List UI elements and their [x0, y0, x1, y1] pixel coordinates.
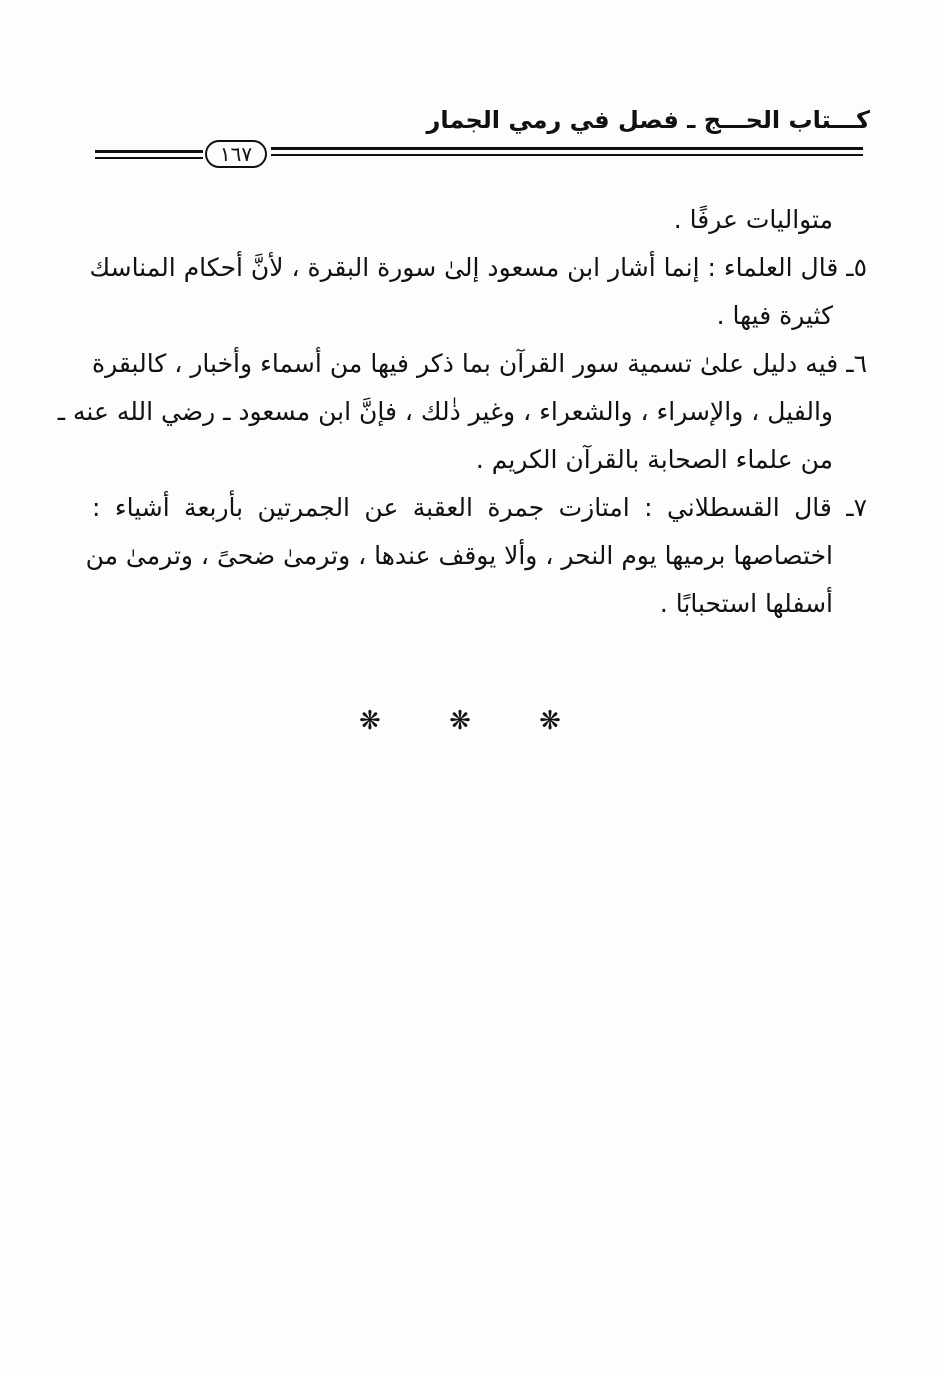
asterism-mark: ❋ [449, 706, 493, 736]
text-line: اختصاصها برميها يوم النحر ، وألا يوقف عندها ، وترمىٰ ضحىً ، وترمىٰ من [85, 541, 833, 570]
asterism-mark: ❋ [359, 706, 403, 736]
text-line: من علماء الصحابة بالقرآن الكريم . [475, 445, 833, 474]
section-separator [0, 706, 942, 736]
text-line: ٥ـ قال العلماء : إنما أشار ابن مسعود إلىٰ سورة البقرة ، لأنَّ أحكام المناسك [89, 253, 867, 282]
rule-right-thick [271, 147, 863, 150]
text-line: أسفلها استحبابًا . [659, 589, 833, 618]
running-title: كـــتاب الحـــج ـ فصل في رمي الجمار [426, 106, 870, 134]
header-rule [95, 140, 863, 170]
text-line: متواليات عرفًا . [673, 205, 833, 234]
text-line: ٦ـ فيه دليل علىٰ تسمية سور القرآن بما ذكر فيها من أسماء وأخبار ، كالبقرة [92, 349, 867, 378]
rule-right-thin [271, 154, 863, 156]
asterism-mark: ❋ [539, 706, 583, 736]
body-text [57, 196, 867, 628]
text-line: والفيل ، والإسراء ، والشعراء ، وغير ذٰلك ، فإنَّ ابن مسعود ـ رضي الله عنه ـ [57, 397, 833, 426]
text-line: ٧ـ قال القسطلاني : امتازت جمرة العقبة عن الجمرتين بأربعة أشياء : [92, 493, 867, 522]
rule-left-thin [95, 157, 203, 159]
rule-left-thick [95, 150, 203, 153]
text-line: كثيرة فيها . [716, 301, 833, 330]
page-number: ١٦٧ [205, 140, 267, 168]
